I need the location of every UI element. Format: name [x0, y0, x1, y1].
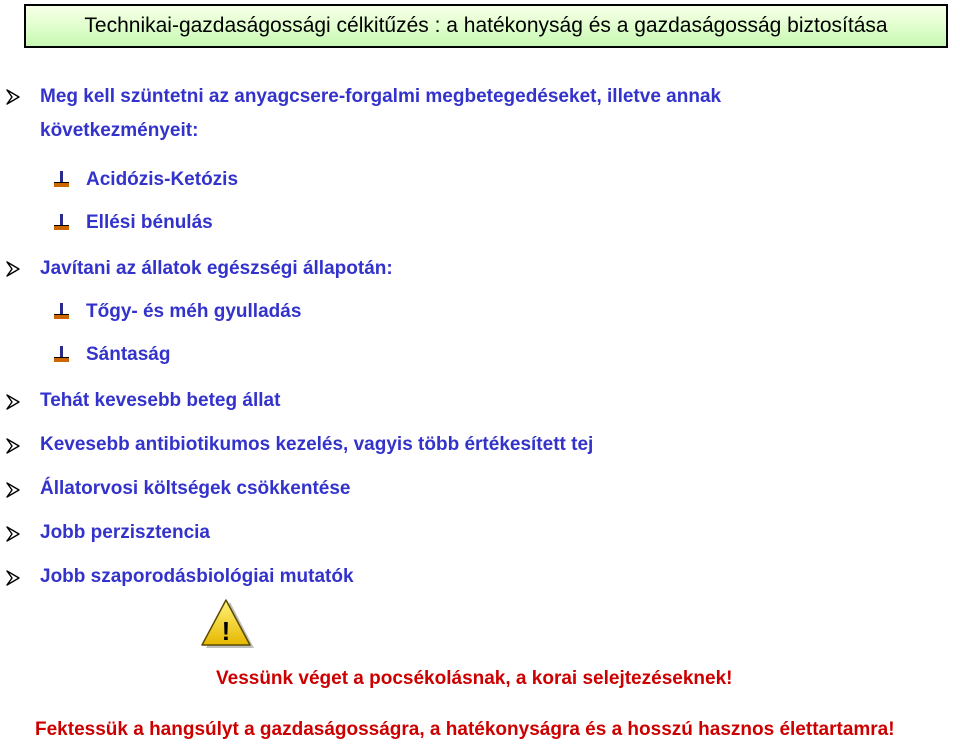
- bullet-line: Kevesebb antibiotikumos kezelés, vagyis több értékesített tej: [40, 434, 594, 455]
- sub-item: Ellési bénulás: [86, 212, 213, 233]
- arrow-bullet-icon: [4, 260, 22, 278]
- warning-icon: [200, 598, 256, 652]
- arrow-bullet-icon: [4, 393, 22, 411]
- bullet-line: Jobb szaporodásbiológiai mutatók: [40, 566, 354, 587]
- sub-bullet-icon: [54, 346, 70, 364]
- title-box: [24, 4, 948, 48]
- page-title: Technikai-gazdaságossági célkitűzés : a hatékonyság és a gazdaságosság biztosítása: [84, 14, 888, 37]
- arrow-bullet-icon: [4, 525, 22, 543]
- bullet-line: Javítani az állatok egészségi állapotán:: [40, 258, 393, 279]
- bullet-line: Meg kell szüntetni az anyagcsere-forgalmi megbetegedéseket, illetve annak: [40, 86, 722, 107]
- sub-item: Tőgy- és méh gyulladás: [86, 301, 302, 322]
- sub-item: Acidózis-Ketózis: [86, 169, 239, 190]
- sub-bullet-icon: [54, 303, 70, 321]
- arrow-bullet-icon: [4, 437, 22, 455]
- bullet-line-continued: következményeit:: [40, 120, 199, 141]
- sub-item: Sántaság: [86, 344, 171, 365]
- bullet-line: Tehát kevesebb beteg állat: [40, 390, 281, 411]
- bullet-line: Jobb perzisztencia: [40, 522, 210, 543]
- warning-glyph: !: [221, 616, 231, 646]
- bullet-line: Állatorvosi költségek csökkentése: [40, 478, 351, 499]
- sub-bullet-icon: [54, 171, 70, 189]
- warning-text: Vessünk véget a pocsékolásnak, a korai selejtezéseknek!: [216, 668, 733, 689]
- arrow-bullet-icon: [4, 88, 22, 106]
- arrow-bullet-icon: [4, 569, 22, 587]
- footer-text: Fektessük a hangsúlyt a gazdaságosságra, a hatékonyságra és a hosszú hasznos élettartamra!: [35, 719, 895, 740]
- sub-bullet-icon: [54, 214, 70, 232]
- arrow-bullet-icon: [4, 481, 22, 499]
